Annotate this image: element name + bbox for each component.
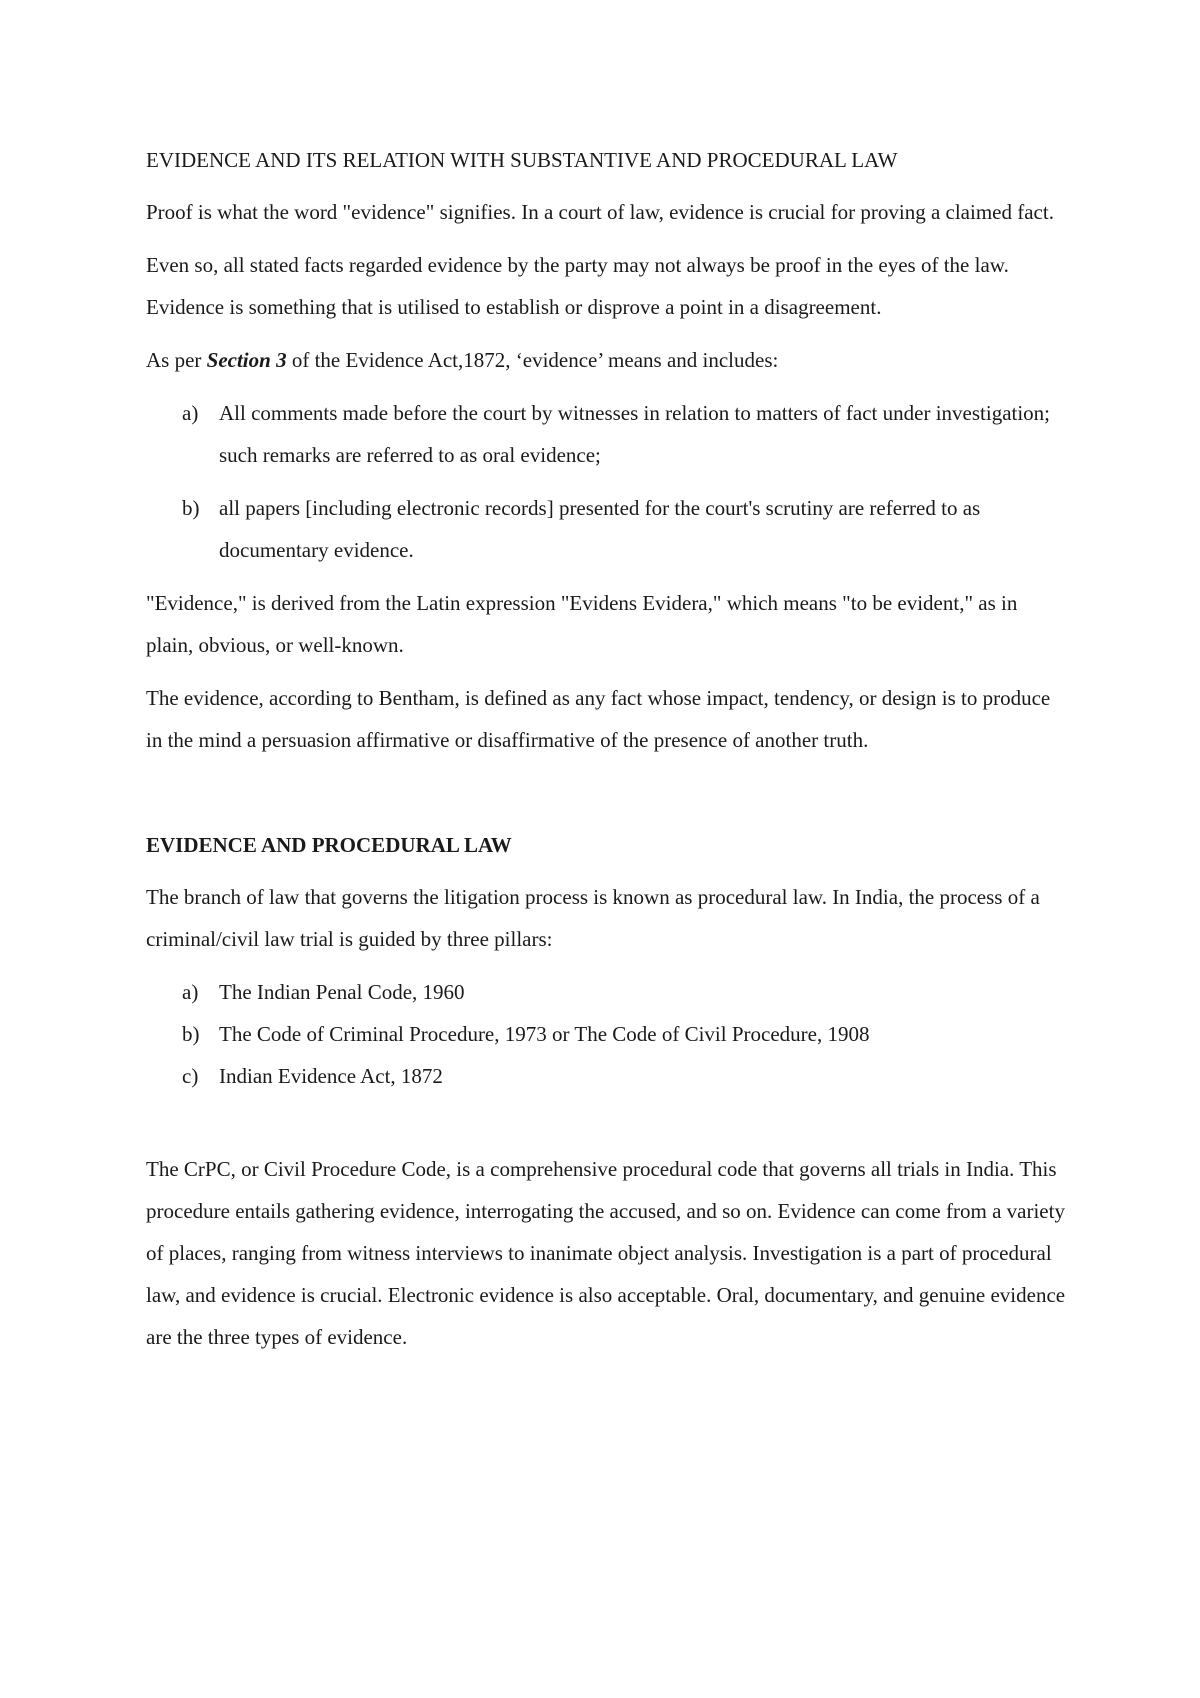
list-item-text: All comments made before the court by witnesses in relation to matters of fact under investigation; such remarks are referred to as oral evidence; bbox=[219, 401, 1051, 467]
paragraph-section-3 bbox=[146, 339, 1066, 381]
list-item bbox=[146, 971, 1066, 1013]
pillars-list bbox=[146, 971, 1066, 1097]
list-marker: a) bbox=[182, 980, 199, 1004]
paragraph-crpc: The CrPC, or Civil Procedure Code, is a comprehensive procedural code that governs all trials in India. This procedure entails gathering evidence, interrogating the accused, and so on. Evidence can come from a variety of places, ranging from witness interviews to inanimate object analysis. Investigation is a part of procedural law, and evidence is crucial. Electronic evidence is also acceptable. Oral, documentary, and genuine evidence are the three types of evidence. bbox=[146, 1157, 1066, 1349]
paragraph-procedural-law: The branch of law that governs the litigation process is known as procedural law. In India, the process of a criminal/civil law trial is guided by three pillars: bbox=[146, 885, 1040, 951]
section-3-suffix: of the Evidence Act,1872, ‘evidence’ means and includes: bbox=[286, 348, 779, 372]
section-heading: EVIDENCE AND PROCEDURAL LAW bbox=[146, 833, 512, 857]
list-item-text: The Code of Criminal Procedure, 1973 or The Code of Civil Procedure, 1908 bbox=[219, 1022, 870, 1046]
document-body bbox=[146, 139, 1066, 1369]
list-marker: b) bbox=[182, 496, 200, 520]
list-item-text: Indian Evidence Act, 1872 bbox=[219, 1064, 443, 1088]
list-item bbox=[146, 1055, 1066, 1097]
paragraph-stated-facts: Even so, all stated facts regarded evidence by the party may not always be proof in the eyes of the law. Evidence is something that is utilised to establish or disprove a point in a disagreement. bbox=[146, 253, 1009, 319]
list-item bbox=[146, 1013, 1066, 1055]
spacer bbox=[146, 1108, 1066, 1148]
list-item-text: all papers [including electronic records] presented for the court's scrutiny are referred to as documentary evidence. bbox=[219, 496, 981, 562]
list-item-text: The Indian Penal Code, 1960 bbox=[219, 980, 465, 1004]
spacer bbox=[146, 772, 1066, 824]
section-3-prefix: As per bbox=[146, 348, 207, 372]
list-marker: b) bbox=[182, 1022, 200, 1046]
document-title: EVIDENCE AND ITS RELATION WITH SUBSTANTIVE AND PROCEDURAL LAW bbox=[146, 148, 898, 172]
section-3-reference: Section 3 bbox=[206, 348, 287, 372]
list-marker: c) bbox=[182, 1064, 199, 1088]
list-item bbox=[146, 392, 1066, 476]
paragraph-latin-origin: "Evidence," is derived from the Latin expression "Evidens Evidera," which means "to be evident," as in plain, obvious, or well-known. bbox=[146, 591, 1018, 657]
paragraph-proof: Proof is what the word "evidence" signifies. In a court of law, evidence is crucial for proving a claimed fact. bbox=[146, 200, 1054, 224]
definition-list bbox=[146, 392, 1066, 571]
paragraph-bentham: The evidence, according to Bentham, is defined as any fact whose impact, tendency, or design is to produce in the mind a persuasion affirmative or disaffirmative of the presence of another truth. bbox=[146, 686, 1051, 752]
list-item bbox=[146, 487, 1066, 571]
list-marker: a) bbox=[182, 401, 199, 425]
